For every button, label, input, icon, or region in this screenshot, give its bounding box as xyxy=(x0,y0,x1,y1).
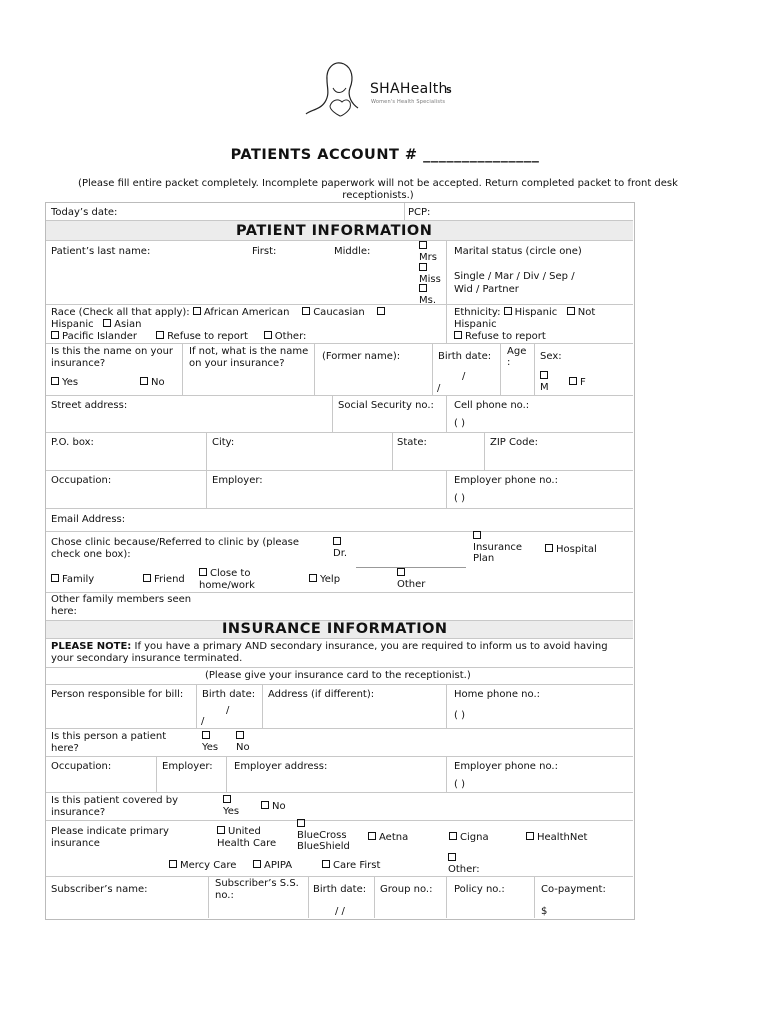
primary-insurance-label: Please indicate primary insurance xyxy=(51,826,169,849)
referral-friend-label: Friend xyxy=(154,574,185,585)
checkbox-icon[interactable] xyxy=(217,826,225,834)
title-miss-label: Miss xyxy=(419,274,441,285)
middle-name-label[interactable]: Middle: xyxy=(334,246,371,257)
checkbox-icon[interactable] xyxy=(51,331,59,339)
resp-birth-date-label[interactable]: Birth date: xyxy=(202,689,256,700)
subscriber-name-label[interactable]: Subscriber’s name: xyxy=(51,884,148,895)
note-bold: PLEASE NOTE: xyxy=(51,641,132,652)
zip-label[interactable]: ZIP Code: xyxy=(490,437,538,448)
race-african-american[interactable]: African American xyxy=(203,307,290,318)
cell-phone-label[interactable]: Cell phone no.: xyxy=(454,400,530,411)
marital-status-options[interactable]: Single / Mar / Div / Sep / xyxy=(454,271,575,282)
insurer-bcbs-label: BlueCross BlueShield xyxy=(297,830,350,852)
ins-employer-phone-parens: ( ) xyxy=(454,779,465,790)
if-not-insurance-name-label[interactable]: If not, what is the name on your insurance? xyxy=(189,346,309,369)
name-on-insurance-label: Is this the name on your insurance? xyxy=(51,346,174,369)
checkbox-icon[interactable] xyxy=(261,801,269,809)
no-label: No xyxy=(236,742,250,753)
ssn-label[interactable]: Social Security no.: xyxy=(338,400,434,411)
insurer-healthnet-label: HealthNet xyxy=(537,832,588,843)
page-title: PATIENTS ACCOUNT # _______________ xyxy=(230,147,540,163)
checkbox-icon[interactable] xyxy=(569,377,577,385)
employer-label[interactable]: Employer: xyxy=(212,475,263,486)
checkbox-icon[interactable] xyxy=(140,377,148,385)
checkbox-icon[interactable] xyxy=(143,574,151,582)
note-text: If you have a primary AND secondary insurance, you are required to inform us to avoid having your secondary insurance terminated. xyxy=(51,641,608,664)
marital-status-label: Marital status (circle one) xyxy=(454,246,582,257)
group-no-label[interactable]: Group no.: xyxy=(380,884,433,895)
race-label: Race (Check all that apply): xyxy=(51,307,190,318)
todays-date-label[interactable]: Today’s date: xyxy=(51,207,118,218)
insurer-united-label: United Health Care xyxy=(217,826,277,849)
sex-m-option[interactable] xyxy=(540,371,551,393)
city-label[interactable]: City: xyxy=(212,437,235,448)
referral-hospital-option[interactable] xyxy=(545,544,597,556)
checkbox-icon[interactable] xyxy=(333,537,341,545)
covered-yes[interactable] xyxy=(223,795,239,817)
ethnicity-not-hispanic[interactable]: Hispanic xyxy=(454,319,497,330)
checkbox-icon[interactable] xyxy=(51,574,59,582)
title-ms-label: Ms. xyxy=(419,295,437,306)
title-mrs-option[interactable] xyxy=(419,241,437,263)
referral-hospital-label: Hospital xyxy=(556,544,597,555)
race-pacific-islander[interactable]: Pacific Islander xyxy=(62,331,137,342)
home-phone-label[interactable]: Home phone no.: xyxy=(454,689,541,700)
checkbox-icon[interactable] xyxy=(377,307,385,315)
yes-label: Yes xyxy=(62,377,79,388)
checkbox-icon[interactable] xyxy=(419,284,427,292)
checkbox-icon[interactable] xyxy=(199,568,207,576)
sex-f-label: F xyxy=(580,377,586,388)
race-other[interactable]: Other: xyxy=(274,331,307,342)
name-on-insurance-no[interactable] xyxy=(140,377,165,389)
referral-yelp-option[interactable] xyxy=(309,574,340,586)
patient-info-heading: PATIENT INFORMATION xyxy=(236,223,433,239)
checkbox-icon[interactable] xyxy=(51,377,59,385)
referral-close-label: Close to home/work xyxy=(199,568,255,591)
po-box-label[interactable]: P.O. box: xyxy=(51,437,94,448)
checkbox-icon[interactable] xyxy=(223,795,231,803)
ins-employer-phone-label[interactable]: Employer phone no.: xyxy=(454,761,558,772)
resp-birth-slash-1: / xyxy=(226,705,230,716)
chose-clinic-label: Chose clinic because/Referred to clinic by (please check one box): xyxy=(51,537,300,560)
is-patient-yes[interactable] xyxy=(202,731,218,753)
cell-phone-parens: ( ) xyxy=(454,418,465,429)
checkbox-icon[interactable] xyxy=(253,860,261,868)
last-name-label[interactable]: Patient’s last name: xyxy=(51,246,151,257)
instructions-text: (Please fill entire packet completely. Incomplete paperwork will not be accepted. Return completed packet to front desk receptionists.) xyxy=(78,178,678,201)
yes-label: Yes xyxy=(202,742,219,753)
checkbox-icon[interactable] xyxy=(297,819,305,827)
referral-insurance-label: Insurance Plan xyxy=(473,542,523,564)
subscriber-ssn-label[interactable]: Subscriber’s S.S. no.: xyxy=(215,878,299,901)
title-miss-option[interactable] xyxy=(419,263,441,285)
checkbox-icon[interactable] xyxy=(368,832,376,840)
checkbox-icon[interactable] xyxy=(264,331,272,339)
insurer-bcbs[interactable] xyxy=(297,819,350,852)
covered-label: Is this patient covered by insurance? xyxy=(51,795,179,818)
checkbox-icon[interactable] xyxy=(236,731,244,739)
race-hispanic[interactable]: Hispanic xyxy=(51,319,94,330)
insurer-other-label: Other: xyxy=(448,864,480,875)
checkbox-icon[interactable] xyxy=(103,319,111,327)
checkbox-icon[interactable] xyxy=(567,307,575,315)
ethnicity-not-label[interactable]: Not xyxy=(577,307,596,318)
checkbox-icon[interactable] xyxy=(419,263,427,271)
race-line-2 xyxy=(51,319,141,331)
name-on-insurance-yes[interactable] xyxy=(51,377,78,389)
insurer-healthnet[interactable] xyxy=(526,832,587,844)
resp-birth-slash-2: / xyxy=(201,716,205,727)
insurer-mercy-label: Mercy Care xyxy=(180,860,237,871)
yes-label: Yes xyxy=(223,806,240,817)
referral-close-option[interactable] xyxy=(199,568,255,592)
insurer-apipa-label: APIPA xyxy=(264,860,293,871)
checkbox-icon[interactable] xyxy=(202,731,210,739)
is-patient-no[interactable] xyxy=(236,731,250,753)
covered-no[interactable] xyxy=(261,801,286,813)
checkbox-icon[interactable] xyxy=(397,568,405,576)
referral-yelp-label: Yelp xyxy=(320,574,341,585)
subscriber-birth-date-slashes: / / xyxy=(335,906,345,917)
referral-family-label: Family xyxy=(62,574,95,585)
street-address-label[interactable]: Street address: xyxy=(51,400,128,411)
referral-insurance-option[interactable] xyxy=(473,531,522,564)
occupation-label[interactable]: Occupation: xyxy=(51,475,112,486)
checkbox-icon[interactable] xyxy=(419,241,427,249)
checkbox-icon[interactable] xyxy=(473,531,481,539)
age-colon: : xyxy=(507,357,511,368)
logo xyxy=(300,58,470,118)
home-phone-parens: ( ) xyxy=(454,710,465,721)
birth-date-slash-1: / xyxy=(462,371,466,382)
no-label: No xyxy=(151,377,165,388)
ins-employer-label[interactable]: Employer: xyxy=(162,761,213,772)
checkbox-icon[interactable] xyxy=(448,853,456,861)
race-caucasian[interactable]: Caucasian xyxy=(313,307,365,318)
referral-dr-option[interactable] xyxy=(333,537,347,559)
sex-m-label: M xyxy=(540,382,549,393)
state-label[interactable]: State: xyxy=(397,437,427,448)
woman-silhouette-logo-icon xyxy=(300,58,370,118)
checkbox-icon[interactable] xyxy=(504,307,512,315)
ethnicity-label: Ethnicity: xyxy=(454,307,501,318)
first-name-label[interactable]: First: xyxy=(252,246,277,257)
checkbox-icon[interactable] xyxy=(454,331,462,339)
checkbox-icon[interactable] xyxy=(156,331,164,339)
birth-date-slash-2: / xyxy=(437,383,441,394)
title-mrs-label: Mrs xyxy=(419,252,437,263)
checkbox-icon[interactable] xyxy=(540,371,548,379)
checkbox-icon[interactable] xyxy=(545,544,553,552)
race-asian[interactable]: Asian xyxy=(114,319,142,330)
checkbox-icon[interactable] xyxy=(322,860,330,868)
race-line-1 xyxy=(51,307,388,319)
title-ms-option[interactable] xyxy=(419,284,436,306)
checkbox-icon[interactable] xyxy=(449,832,457,840)
sex-f-option[interactable] xyxy=(569,377,586,389)
ins-employer-address-label[interactable]: Employer address: xyxy=(234,761,328,772)
insurer-other[interactable] xyxy=(448,853,480,875)
race-refuse[interactable]: Refuse to report xyxy=(167,331,248,342)
ethnicity-refuse[interactable]: Refuse to report xyxy=(465,331,546,342)
insurer-aetna-label: Aetna xyxy=(379,832,409,843)
address-if-different-label[interactable]: Address (if different): xyxy=(268,689,375,700)
insurer-cigna[interactable] xyxy=(449,832,489,844)
birth-date-label[interactable]: Birth date: xyxy=(438,351,492,362)
age-label[interactable]: Age xyxy=(507,346,527,357)
insurer-mercy[interactable] xyxy=(169,860,236,872)
insurance-info-heading: INSURANCE INFORMATION xyxy=(222,621,448,637)
insurer-aetna[interactable] xyxy=(368,832,408,844)
is-patient-label: Is this person a patient here? xyxy=(51,731,167,754)
subscriber-birth-date-label[interactable]: Birth date: xyxy=(313,884,367,895)
logo-superscript: S xyxy=(446,86,452,95)
give-card-text: (Please give your insurance card to the receptionist.) xyxy=(205,670,471,681)
insurer-carefirst-label: Care First xyxy=(333,860,381,871)
pcp-label[interactable]: PCP: xyxy=(408,207,431,218)
logo-tagline: Women's Health Specialists xyxy=(371,99,446,105)
referral-other-label: Other xyxy=(397,579,426,590)
employer-phone-parens: ( ) xyxy=(454,493,465,504)
insurer-united[interactable] xyxy=(217,826,276,850)
referral-dr-label: Dr. xyxy=(333,548,348,559)
checkbox-icon[interactable] xyxy=(193,307,201,315)
race-line-3 xyxy=(51,331,306,343)
referral-family-option[interactable] xyxy=(51,574,94,586)
insurance-note xyxy=(51,641,631,665)
checkbox-icon[interactable] xyxy=(169,860,177,868)
copay-label[interactable]: Co-payment: xyxy=(541,884,606,895)
insurer-cigna-label: Cigna xyxy=(460,832,489,843)
former-name-label[interactable]: (Former name): xyxy=(322,351,401,362)
insurer-carefirst[interactable] xyxy=(322,860,380,872)
no-label: No xyxy=(272,801,286,812)
sex-label: Sex: xyxy=(540,351,562,362)
other-family-label[interactable]: Other family members seen here: xyxy=(51,594,192,617)
ethnicity-line-3 xyxy=(454,331,546,343)
marital-status-options-2[interactable]: Wid / Partner xyxy=(454,284,519,295)
referral-other-option[interactable] xyxy=(397,568,425,590)
ethnicity-hispanic[interactable]: Hispanic xyxy=(514,307,558,318)
copay-dollar: $ xyxy=(541,906,548,917)
checkbox-icon[interactable] xyxy=(526,832,534,840)
ethnicity-line-2 xyxy=(454,319,497,331)
referral-friend-option[interactable] xyxy=(143,574,185,586)
checkbox-icon[interactable] xyxy=(302,307,310,315)
logo-brand: SHAHealth xyxy=(370,81,448,97)
checkbox-icon[interactable] xyxy=(309,574,317,582)
policy-no-label[interactable]: Policy no.: xyxy=(454,884,505,895)
ethnicity-line-1 xyxy=(454,307,595,319)
insurer-apipa[interactable] xyxy=(253,860,292,872)
ins-occupation-label[interactable]: Occupation: xyxy=(51,761,112,772)
responsible-label[interactable]: Person responsible for bill: xyxy=(51,689,184,700)
employer-phone-label[interactable]: Employer phone no.: xyxy=(454,475,558,486)
email-label[interactable]: Email Address: xyxy=(51,514,126,525)
